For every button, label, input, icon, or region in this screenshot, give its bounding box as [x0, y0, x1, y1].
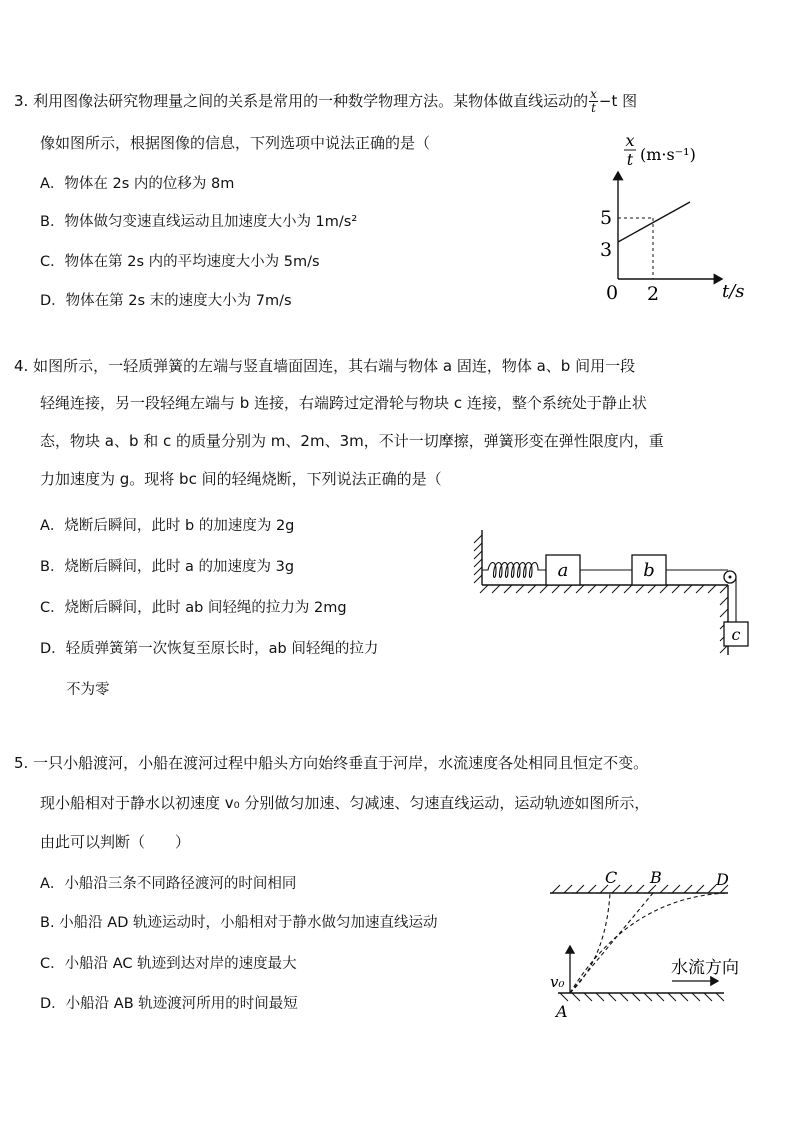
q4-label-c: c	[731, 625, 741, 644]
q3-ylabel-den: t	[626, 150, 634, 169]
q4-stem-text1: 如图所示，一轻质弹簧的左端与竖直墙面固连，其右端与物体 a 固连，物体 a、b 间用一段	[33, 357, 636, 375]
q3-option-d: D．物体在第 2s 末的速度大小为 7m/s	[40, 293, 292, 309]
q5-path-ac	[570, 893, 610, 993]
q4-option-c: C．烧断后瞬间，此时 ab 间轻绳的拉力为 2mg	[40, 600, 347, 616]
q3-stem-fraction	[589, 88, 598, 115]
q3-number: 3.	[14, 92, 29, 110]
q3-origin: 0	[606, 282, 619, 304]
q5-option-a: A．小船沿三条不同路径渡河的时间相同	[40, 876, 297, 892]
q3-ylabel-unit: (m·s⁻¹)	[640, 145, 696, 164]
q5-stem-text1: 一只小船渡河，小船在渡河过程中船头方向始终垂直于河岸，水流速度各处相同且恒定不变。	[33, 754, 649, 772]
q4-option-d-cont: 不为零	[66, 682, 110, 698]
q4-wall-hatch	[474, 535, 482, 583]
q4-stem-line1	[14, 356, 635, 376]
q5-figure	[538, 868, 788, 1028]
q4-option-d: D．轻质弹簧第一次恢复至原长时，ab 间轻绳的拉力	[40, 641, 379, 657]
q3-stem-line2: 像如图所示，根据图像的信息，下列选项中说法正确的是（	[40, 134, 431, 152]
q5-label-v0: v₀	[550, 973, 565, 991]
q5-flow-label: 水流方向	[671, 958, 739, 978]
q3-graph	[590, 132, 780, 307]
q4-stem-line4: 力加速度为 g。现将 bc 间的轻绳烧断，下列说法正确的是（	[40, 470, 442, 488]
q3-data-line	[618, 202, 690, 242]
q5-stem-line3: 由此可以判断（ ）	[40, 833, 191, 851]
q5-near-bank-hatch	[560, 993, 724, 1001]
q3-stem-b: −t 图	[598, 92, 638, 110]
q4-stem-line2: 轻绳连接，另一段轻绳左端与 b 连接，右端跨过定滑轮与物块 c 连接，整个系统处于静止状	[40, 394, 647, 412]
q3-ylabel-num: x	[625, 131, 635, 150]
q4-label-a: a	[557, 560, 569, 581]
q3-xlabel: t/s	[722, 281, 745, 302]
q5-label-c: C	[605, 868, 618, 887]
q5-option-d: D．小船沿 AB 轨迹渡河所用的时间最短	[40, 996, 298, 1012]
q4-pulley-axle	[729, 576, 732, 579]
q5-stem-line2: 现小船相对于静水以初速度 v₀ 分别做匀加速、匀减速、匀速直线运动，运动轨迹如图所示，	[40, 794, 650, 812]
q4-spring	[482, 563, 546, 578]
q4-number: 4.	[14, 357, 29, 375]
q4-option-b: B．烧断后瞬间，此时 a 的加速度为 3g	[40, 559, 295, 575]
q3-stem-a: 利用图像法研究物理量之间的关系是常用的一种数学物理方法。某物体做直线运动的	[33, 92, 589, 110]
q3-frac-den: t	[591, 101, 596, 115]
q5-path-ad	[570, 893, 726, 993]
q5-label-d: D	[716, 870, 729, 889]
q5-option-b: B. 小船沿 AD 轨迹运动时，小船相对于静水做匀加速直线运动	[40, 915, 438, 931]
q3-option-c: C．物体在第 2s 内的平均速度大小为 5m/s	[40, 254, 320, 270]
q5-far-bank-hatch	[552, 885, 728, 893]
q4-label-b: b	[643, 560, 655, 581]
q3-option-a: A．物体在 2s 内的位移为 8m	[40, 176, 235, 192]
q3-tick-y-5: 5	[600, 207, 613, 229]
q4-stem-line3: 态，物块 a、b 和 c 的质量分别为 m、2m、3m，不计一切摩擦，弹簧形变在弹性限度内，重	[40, 432, 664, 450]
q3-tick-x-2: 2	[647, 283, 660, 305]
q4-figure	[460, 525, 760, 665]
q4-floor-hatch	[480, 585, 728, 593]
q3-tick-y-3: 3	[600, 239, 613, 261]
q5-number: 5.	[14, 754, 29, 772]
q3-option-b: B．物体做匀变速直线运动且加速度大小为 1m/s²	[40, 214, 358, 230]
q5-stem-line1	[14, 753, 648, 773]
q3-frac-num: x	[590, 87, 597, 101]
q5-path-ab	[570, 893, 653, 993]
q5-option-c: C．小船沿 AC 轨迹到达对岸的速度最大	[40, 956, 297, 972]
q3-stem-line1	[14, 88, 637, 115]
q5-label-b: B	[650, 868, 662, 887]
q4-option-a: A．烧断后瞬间，此时 b 的加速度为 2g	[40, 518, 295, 534]
q5-label-a: A	[556, 1002, 568, 1021]
